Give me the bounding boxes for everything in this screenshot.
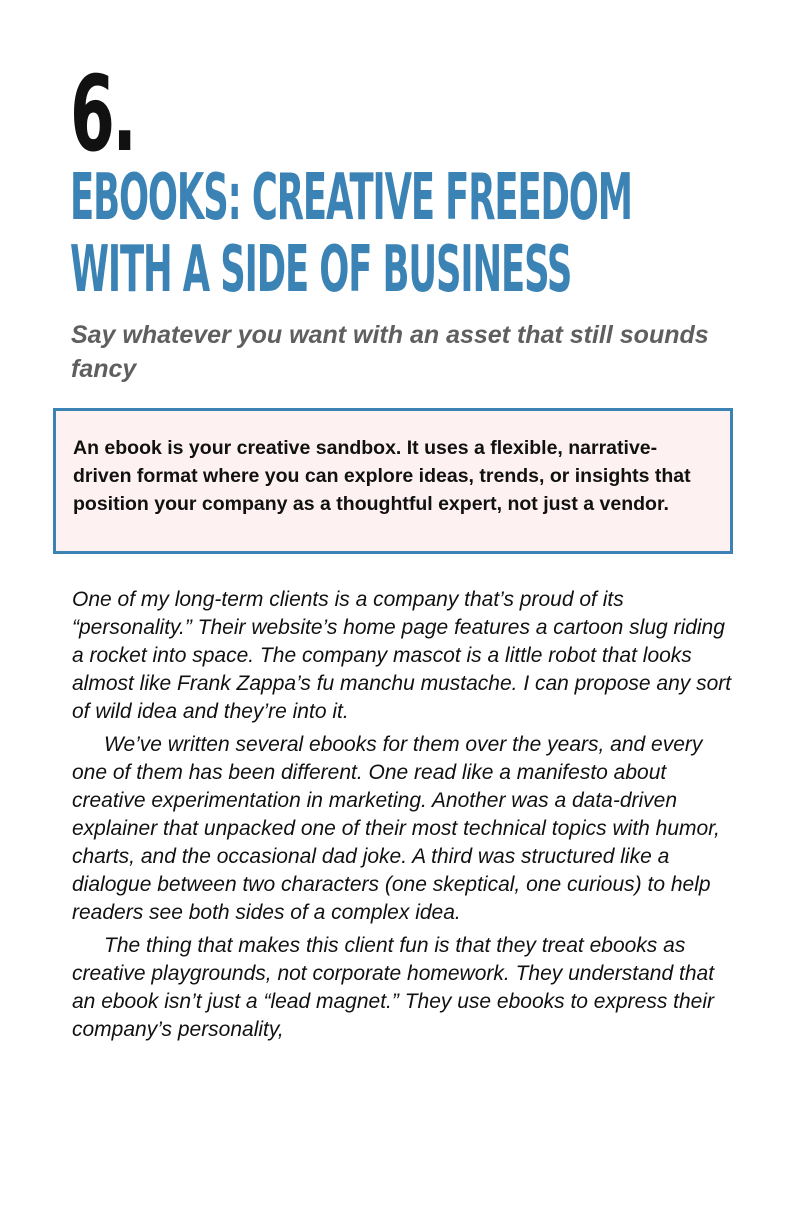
body-paragraph: One of my long-term clients is a company that’s proud of its “personality.” Their website’s home page features a cartoon slug riding a rocket into space. The company mascot is a little robot that looks almost like Frank Zappa’s fu manchu mustache. I can propose any sort of wild idea and they’re into it. (72, 588, 732, 723)
body-paragraph: We’ve written several ebooks for them over the years, and every one of them has been different. One read like a manifesto about creative experimentation in marketing. Another was a data-driven explainer that unpacked one of their most technical topics with humor, charts, and the occasional dad joke. A third was structured like a dialogue between two characters (one skeptical, one curious) to help readers see both sides of a complex idea. (72, 733, 720, 924)
callout-box (53, 408, 733, 554)
body-text (72, 586, 732, 1049)
chapter-subtitle: Say whatever you want with an asset that still sounds fancy (71, 321, 709, 383)
chapter-number: 6. (70, 53, 135, 175)
body-paragraph: The thing that makes this client fun is that they treat ebooks as creative playgrounds, not corporate homework. They understand that an ebook isn’t just a “lead magnet.” They use ebooks to express their company’s personality, (72, 934, 715, 1041)
callout-text: An ebook is your creative sandbox. It uses a flexible, narrative-driven format where you can explore ideas, trends, or insights that position your company as a thoughtful expert, not just a vendor. (73, 437, 691, 515)
chapter-title: EBOOKS: CREATIVE FREEDOM WITH A SIDE OF BUSINESS (70, 161, 632, 307)
